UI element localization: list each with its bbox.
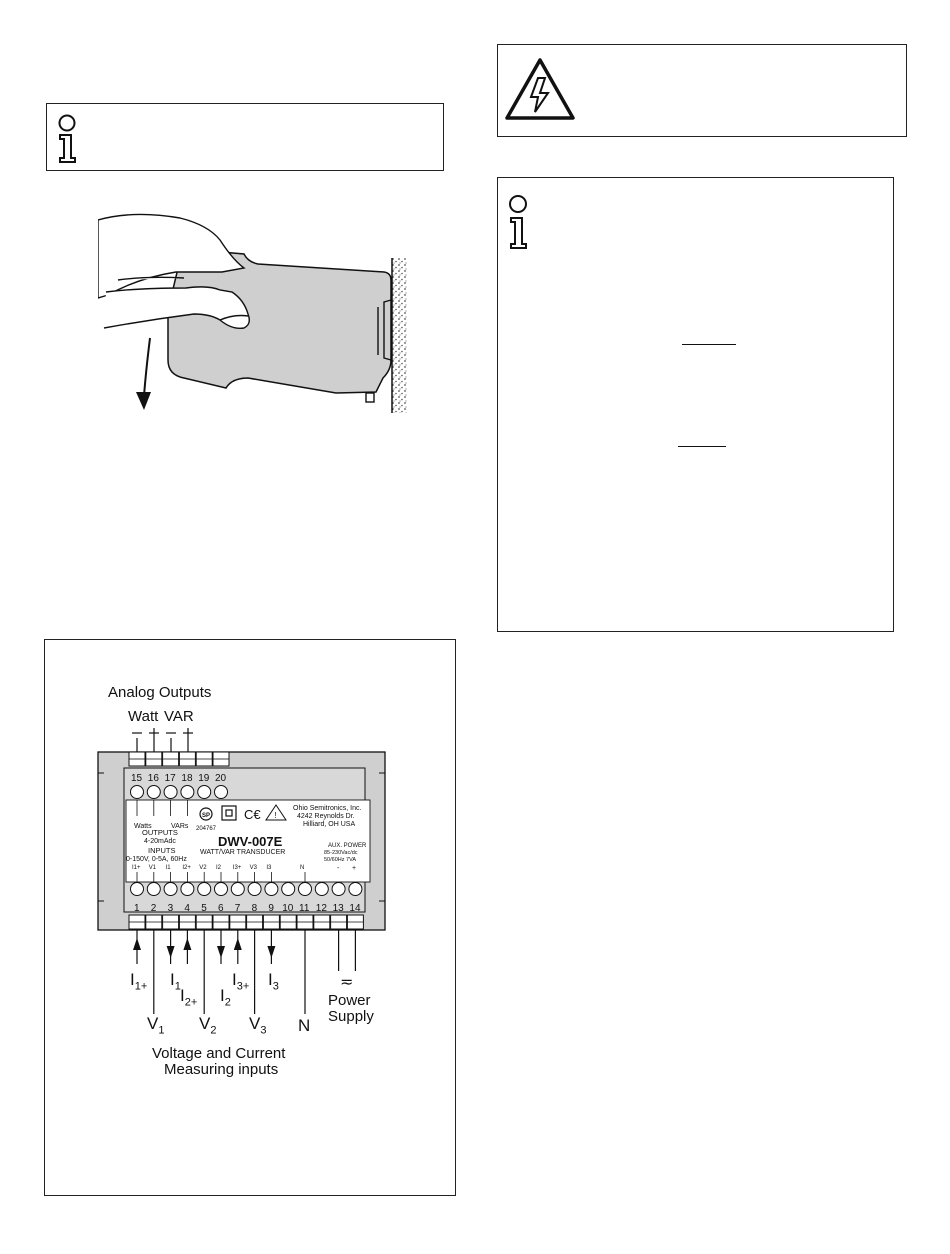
outputs-range: 4-20mAdc — [144, 838, 176, 845]
signal-i1: $I_1$ — [170, 970, 181, 993]
warning-box — [497, 44, 907, 137]
top-terminal-screw — [164, 786, 177, 799]
bottom-terminal-number: 5 — [201, 903, 207, 914]
top-terminal-screw — [198, 786, 211, 799]
current-arrow-down — [267, 946, 275, 958]
outputs-title: OUTPUTS — [142, 828, 178, 837]
current-arrow-down — [167, 946, 175, 958]
bottom-terminal-screw — [215, 883, 228, 896]
current-arrow-up — [133, 938, 141, 950]
bottom-terminal-number: 13 — [332, 903, 344, 914]
top-terminal-screw — [181, 786, 194, 799]
current-arrow-up — [234, 938, 242, 950]
output-polarity-marks — [132, 728, 193, 738]
top-terminal-number: 18 — [181, 773, 193, 784]
bottom-terminal-number: 12 — [315, 903, 327, 914]
input-terminal-label: I1 — [165, 865, 171, 871]
fraction-bar — [678, 446, 726, 447]
watts-terminal-label: Watts — [134, 823, 152, 830]
info-note-box-right — [497, 177, 894, 632]
hand — [98, 214, 249, 328]
var-label: VAR — [164, 708, 194, 725]
inputs-range: 0-150V, 0-5A, 60Hz — [126, 856, 187, 863]
aux-power-voltage: 85-230Vac/dc — [324, 850, 358, 856]
bottom-terminal-number: 7 — [234, 903, 241, 914]
wall — [392, 258, 407, 413]
bottom-terminal-screw — [332, 883, 345, 896]
info-icon — [506, 194, 530, 250]
input-terminal-label: I1+ — [132, 865, 141, 871]
power-ac-dc-symbol: ≂ — [340, 974, 354, 991]
input-terminal-label: I2+ — [182, 865, 191, 871]
signal-i2: $I_2$ — [220, 986, 231, 1009]
ce-mark-icon: C€ — [244, 807, 261, 822]
maker-street: 4242 Reynolds Dr. — [297, 813, 355, 820]
bottom-terminal-screw — [282, 883, 295, 896]
bottom-terminal-screw — [131, 883, 144, 896]
bottom-terminal-number: 9 — [268, 903, 274, 914]
signal-i2-plus: $I_{2+}$ — [180, 986, 198, 1009]
bottom-terminal-screw — [164, 883, 177, 896]
input-terminal-label: I3 — [266, 865, 272, 871]
input-terminal-label: N — [300, 865, 305, 871]
bottom-terminal-screw — [299, 883, 312, 896]
current-arrow-down — [217, 946, 225, 958]
input-terminal-label: I2 — [216, 865, 222, 871]
signal-i3: $I_3$ — [268, 970, 279, 993]
power-label: Power — [328, 992, 371, 1009]
maker-name: Ohio Semitronics, Inc. — [293, 805, 362, 812]
top-terminal-number: 16 — [147, 773, 159, 784]
aux-power-rating: 50/60Hz 7VA — [324, 857, 357, 863]
bottom-terminal-number: 3 — [167, 903, 174, 914]
signal-v1: $V_1$ — [147, 1014, 165, 1037]
top-terminal-number: 19 — [198, 773, 210, 784]
bottom-terminal-screw — [315, 883, 328, 896]
supply-label: Supply — [328, 1008, 374, 1025]
measuring-inputs-label-2: Measuring inputs — [164, 1061, 279, 1078]
fraction-bar — [682, 344, 736, 345]
measuring-inputs-label-1: Voltage and Current — [152, 1045, 286, 1062]
bottom-terminal-number: 1 — [134, 903, 140, 914]
vars-terminal-label: VARs — [171, 823, 189, 830]
din-rail-removal-illustration — [98, 210, 418, 422]
info-note-box-left — [46, 103, 444, 171]
output-wires — [137, 738, 188, 752]
bottom-terminal-screw — [231, 883, 244, 896]
bottom-terminal-screw — [248, 883, 261, 896]
high-voltage-warning-icon — [504, 57, 576, 121]
signal-n: N — [298, 1016, 311, 1035]
bottom-terminal-number: 14 — [349, 903, 361, 914]
top-terminal-screw — [215, 786, 228, 799]
bottom-terminal-number: 6 — [218, 903, 224, 914]
aux-power-title: AUX. POWER — [328, 843, 367, 849]
info-icon — [55, 114, 79, 164]
top-terminal-screw — [147, 786, 160, 799]
inputs-title: INPUTS — [148, 846, 176, 855]
signal-i1-plus: $I_{1+}$ — [130, 970, 148, 993]
down-arrow — [136, 338, 151, 410]
watt-label: Watt — [128, 708, 159, 725]
bottom-terminal-number: 8 — [251, 903, 258, 914]
bottom-terminal-screw — [198, 883, 211, 896]
aux-plus-mark: + — [352, 865, 357, 872]
top-terminal-number: 20 — [215, 773, 227, 784]
signal-v2: $V_2$ — [199, 1014, 217, 1037]
aux-minus-mark: - — [337, 865, 340, 872]
analog-outputs-label: Analog Outputs — [108, 684, 212, 701]
bottom-terminal-number: 4 — [184, 903, 190, 914]
cert-number: 204767 — [196, 826, 217, 832]
svg-text:!: ! — [274, 811, 277, 820]
bottom-terminal-screw — [181, 883, 194, 896]
input-terminal-label: V3 — [249, 865, 257, 871]
bottom-terminal-number: 2 — [150, 903, 157, 914]
model-subtitle: WATT/VAR TRANSDUCER — [200, 849, 286, 856]
bottom-terminal-number: 11 — [299, 903, 310, 914]
svg-text:SP: SP — [202, 813, 211, 819]
maker-city: Hilliard, OH USA — [303, 821, 356, 828]
top-terminal-screw — [131, 786, 144, 799]
bottom-terminal-screw — [349, 883, 362, 896]
top-terminal-number: 17 — [164, 773, 176, 784]
input-terminal-label: V1 — [148, 865, 157, 871]
signal-v3: $V_3$ — [249, 1014, 267, 1037]
bottom-terminal-number: 10 — [282, 903, 294, 914]
signal-i3-plus: $I_{3+}$ — [232, 970, 250, 993]
bottom-terminal-screw — [265, 883, 278, 896]
input-terminal-label: I3+ — [232, 865, 242, 871]
current-arrow-up — [183, 938, 191, 950]
model-number: DWV-007E — [218, 834, 283, 849]
top-terminal-number: 15 — [131, 773, 143, 784]
input-terminal-label: V2 — [199, 865, 207, 871]
bottom-terminal-screw — [147, 883, 160, 896]
